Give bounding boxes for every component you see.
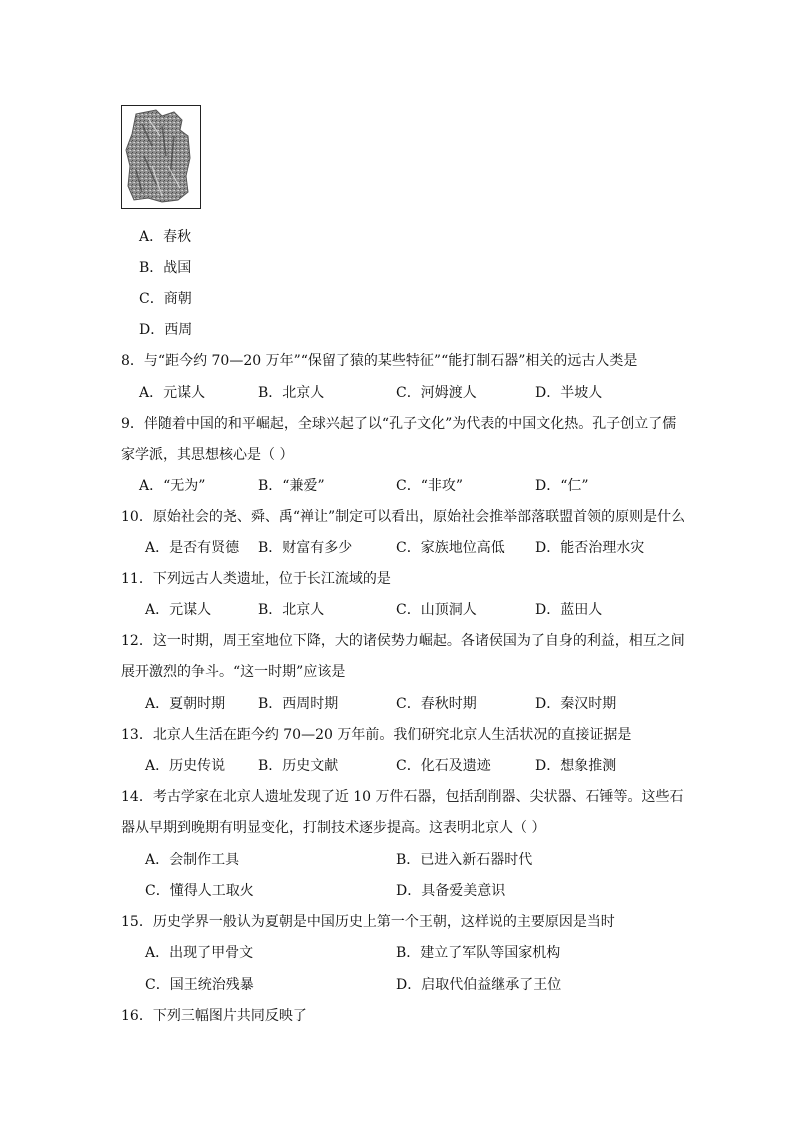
q9-stem-line-1: 9．伴随着中国的和平崛起，全球兴起了以“孔子文化”为代表的中国文化热。孔子创立了儒 <box>121 416 677 432</box>
q15-option-d: D．启取代伯益继承了王位 <box>396 977 562 993</box>
q11-option-b: B．北京人 <box>258 602 325 618</box>
q7-option-a: A．春秋 <box>139 229 192 245</box>
q12-stem-line-1: 12．这一时期，周王室地位下降，大的诸侯势力崛起。各诸侯国为了自身的利益，相互之间 <box>121 633 685 649</box>
q12-option-d: D．秦汉时期 <box>535 696 617 712</box>
q9-option-c: C．“非攻” <box>396 478 464 494</box>
q15-option-a: A．出现了甲骨文 <box>145 945 254 961</box>
q10-option-a: A．是否有贤德 <box>145 540 240 556</box>
q13-option-a: A．历史传说 <box>145 758 226 774</box>
q9-option-d: D．“仁” <box>535 478 589 494</box>
q7-option-d: D．西周 <box>139 322 193 338</box>
q12-option-b: B．西周时期 <box>258 696 339 712</box>
q12-option-a: A．夏朝时期 <box>145 696 226 712</box>
q9-stem-line-2: 家学派，其思想核心是（ ） <box>121 447 294 463</box>
q11-option-c: C．山顶洞人 <box>396 602 477 618</box>
q14-option-a: A．会制作工具 <box>145 852 240 868</box>
q10-option-d: D．能否治理水灾 <box>535 540 645 556</box>
q11-option-d: D．蓝田人 <box>535 602 603 618</box>
q9-option-b: B．“兼爱” <box>258 478 325 494</box>
q12-option-c: C．春秋时期 <box>396 696 477 712</box>
q9-option-a: A．“无为” <box>139 478 206 494</box>
q13-option-c: C．化石及遗迹 <box>396 758 491 774</box>
q8-option-a: A．元谋人 <box>139 385 206 401</box>
q8-stem: 8．与“距今约 70—20 万年”“保留了猿的某些特征”“能打制石器”相关的远古人类是 <box>121 353 638 369</box>
q10-option-b: B．财富有多少 <box>258 540 353 556</box>
q14-option-b: B．已进入新石器时代 <box>396 852 533 868</box>
q8-option-c: C．河姆渡人 <box>396 385 477 401</box>
q15-option-b: B．建立了军队等国家机构 <box>396 945 561 961</box>
q11-option-a: A．元谋人 <box>145 602 212 618</box>
q14-stem-line-1: 14．考古学家在北京人遗址发现了近 10 万件石器，包括刮削器、尖状器、石锤等。这些石 <box>121 789 684 805</box>
q12-stem-line-2: 展开激烈的争斗。“这一时期”应该是 <box>121 664 346 680</box>
q15-stem: 15．历史学界一般认为夏朝是中国历史上第一个王朝，这样说的主要原因是当时 <box>121 914 615 930</box>
q10-stem: 10．原始社会的尧、舜、禹“禅让”制定可以看出，原始社会推举部落联盟首领的原则是什么 <box>121 509 686 525</box>
bronze-inscription-image <box>121 105 201 209</box>
q15-option-c: C．国王统治残暴 <box>145 977 254 993</box>
q13-option-b: B．历史文献 <box>258 758 339 774</box>
q8-option-d: D．半坡人 <box>535 385 603 401</box>
bronze-artifact-icon <box>122 106 200 208</box>
q10-option-c: C．家族地位高低 <box>396 540 505 556</box>
q16-stem: 16．下列三幅图片共同反映了 <box>121 1008 307 1024</box>
q14-stem-line-2: 器从早期到晚期有明显变化，打制技术逐步提高。这表明北京人（ ） <box>121 820 546 836</box>
q13-option-d: D．想象推测 <box>535 758 617 774</box>
q14-option-d: D．具备爱美意识 <box>396 883 506 899</box>
q7-option-b: B．战国 <box>139 260 192 276</box>
q11-stem: 11．下列远古人类遗址，位于长江流域的是 <box>121 571 391 587</box>
q13-stem: 13．北京人生活在距今约 70—20 万年前。我们研究北京人生活状况的直接证据是 <box>121 727 632 743</box>
q7-option-c: C．商朝 <box>139 291 192 307</box>
q8-option-b: B．北京人 <box>258 385 325 401</box>
q14-option-c: C．懂得人工取火 <box>145 883 254 899</box>
